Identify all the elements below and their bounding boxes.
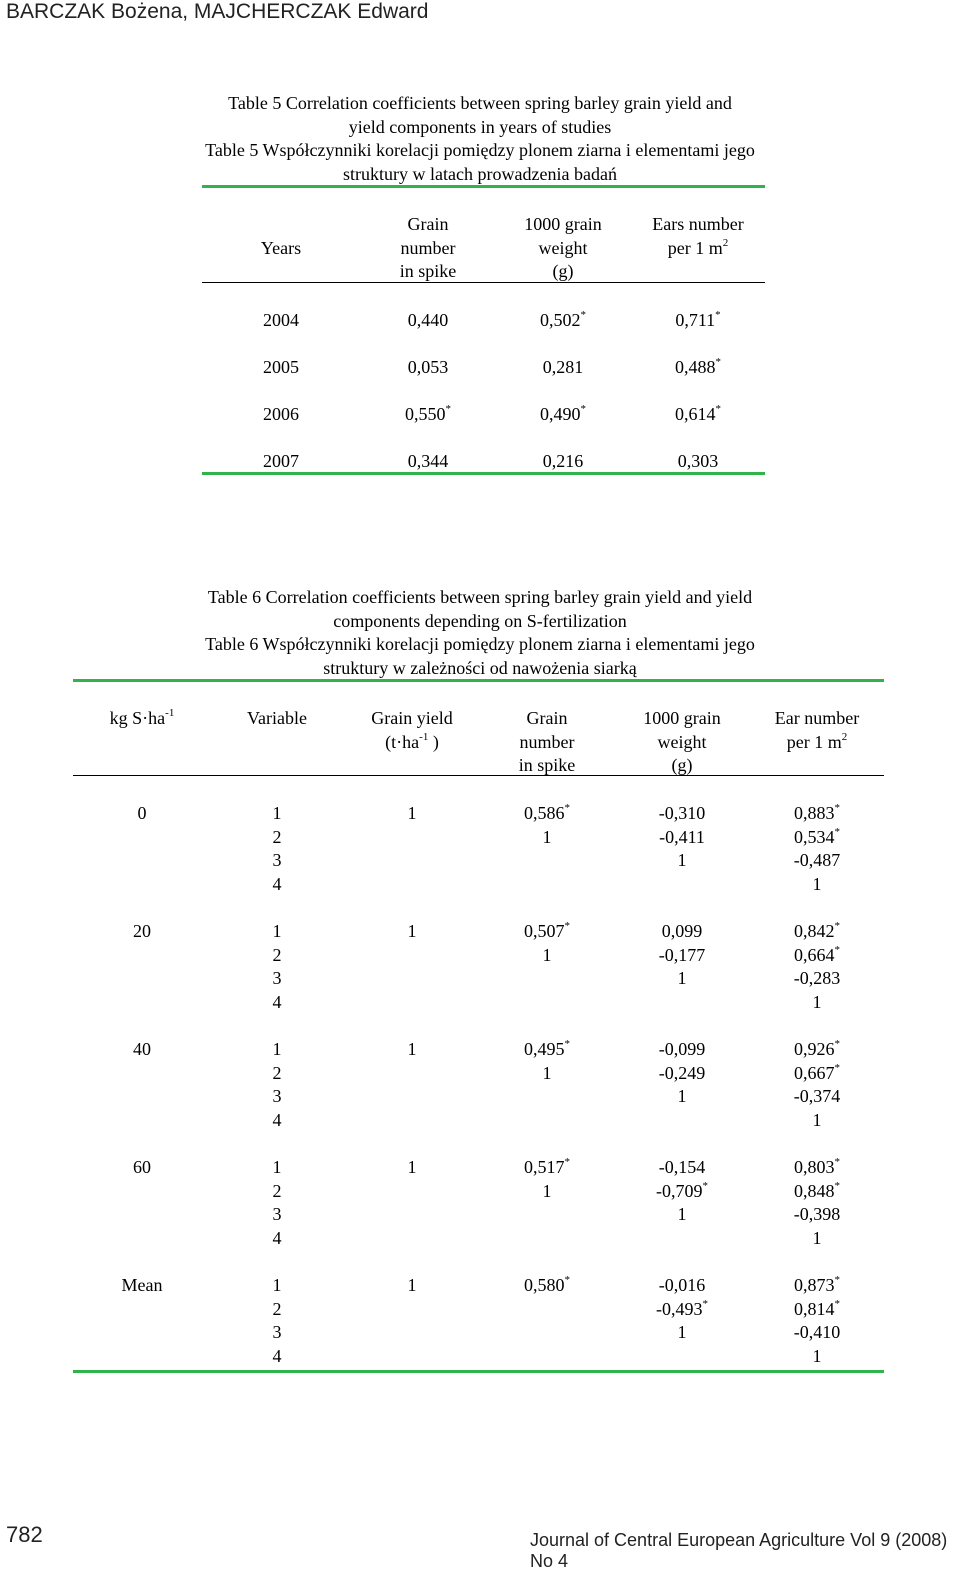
table-cell: 0,580* bbox=[524, 1274, 570, 1295]
table-cell: 1 bbox=[542, 1180, 552, 1201]
group-label: 60 bbox=[133, 1157, 151, 1177]
variable-number: 4 bbox=[272, 1227, 282, 1248]
table-cell: -0,411 bbox=[659, 826, 705, 847]
table-cell: 0,099 bbox=[661, 921, 703, 941]
table-cell: 0,614* bbox=[675, 403, 721, 424]
col-header-1000-grain-weight: weight bbox=[657, 731, 707, 752]
table5-top-rule bbox=[202, 185, 765, 188]
group-label: 40 bbox=[133, 1039, 151, 1059]
col-header-grain-yield: Grain yield bbox=[371, 708, 453, 728]
col-header-ear-number: Ear number bbox=[774, 708, 860, 728]
variable-number: 3 bbox=[272, 968, 282, 988]
table-cell: 0,440 bbox=[407, 310, 449, 330]
col-header-ear-number: per 1 $m^2$ bbox=[786, 730, 848, 752]
col-header-1000-grain-weight: weight bbox=[538, 237, 588, 258]
col-header-variable: Variable bbox=[247, 708, 307, 728]
table-cell: 1 bbox=[677, 1322, 687, 1342]
table6-bottom-rule bbox=[73, 1370, 884, 1373]
table-cell: -0,374 bbox=[793, 1086, 841, 1106]
table-cell: 0,848* bbox=[794, 1179, 840, 1201]
row-year: 2005 bbox=[263, 357, 299, 377]
col-header-grain-number: number bbox=[400, 237, 456, 258]
variable-number: 2 bbox=[272, 1298, 282, 1319]
variable-number: 3 bbox=[272, 850, 282, 870]
table6-top-rule bbox=[73, 679, 884, 682]
variable-number: 4 bbox=[272, 991, 282, 1012]
col-header-1000-grain-weight: 1000 grain bbox=[643, 708, 721, 728]
table-cell: 1 bbox=[677, 968, 687, 988]
variable-number: 4 bbox=[272, 1345, 282, 1366]
group-label: Mean bbox=[121, 1275, 163, 1295]
col-header-1000-grain-weight: (g) bbox=[552, 261, 574, 281]
table-cell: -0,709* bbox=[656, 1179, 708, 1201]
table-cell: 0,490* bbox=[540, 403, 586, 424]
caption-line: Table 6 Correlation coefficients between spring barley grain yield and yield bbox=[207, 587, 753, 607]
table-cell: -0,099 bbox=[658, 1039, 706, 1059]
col-header-grain-number: in spike bbox=[518, 755, 576, 775]
table-cell: -0,016 bbox=[658, 1275, 706, 1295]
variable-number: 2 bbox=[272, 826, 282, 847]
variable-number: 1 bbox=[272, 803, 282, 823]
col-header-grain-number: number bbox=[519, 731, 575, 752]
table-cell: -0,154 bbox=[658, 1157, 706, 1177]
table-cell: 1 bbox=[407, 803, 417, 823]
table-cell: 1 bbox=[677, 1204, 687, 1224]
table-cell: 0,711* bbox=[675, 309, 721, 330]
table-cell: 0,303 bbox=[677, 451, 719, 471]
table-cell: 1 bbox=[812, 873, 822, 894]
table-cell: 1 bbox=[677, 850, 687, 870]
caption-line: Table 5 Correlation coefficients between spring barley grain yield and bbox=[228, 93, 732, 113]
table-cell: -0,310 bbox=[658, 803, 706, 823]
table-cell: 1 bbox=[812, 1227, 822, 1248]
variable-number: 3 bbox=[272, 1204, 282, 1224]
table-cell: 0,883* bbox=[794, 802, 840, 823]
table-cell: 0,502* bbox=[540, 309, 586, 330]
table-cell: 0,586* bbox=[524, 802, 570, 823]
variable-number: 1 bbox=[272, 1039, 282, 1059]
col-header-1000-grain-weight: (g) bbox=[671, 755, 693, 775]
table-cell: 1 bbox=[407, 1275, 417, 1295]
variable-number: 1 bbox=[272, 1275, 282, 1295]
journal-footer: Journal of Central European Agriculture Vol 9 (2008) No 4 bbox=[530, 1530, 948, 1571]
col-header-1000-grain-weight: 1000 grain bbox=[524, 214, 602, 234]
table-cell: -0,249 bbox=[658, 1062, 706, 1083]
page-number: 782 bbox=[6, 1522, 43, 1547]
table5-header-rule bbox=[202, 282, 765, 283]
table-cell: -0,493* bbox=[656, 1297, 708, 1319]
table-cell: 0,842* bbox=[794, 920, 840, 941]
variable-number: 1 bbox=[272, 921, 282, 941]
table-cell: 1 bbox=[407, 1157, 417, 1177]
col-header-grain-yield-unit: ($t\cdot ha^{-1}$ ) bbox=[385, 730, 439, 752]
col-header-ears-number: Ears number bbox=[652, 214, 744, 234]
variable-number: 2 bbox=[272, 944, 282, 965]
table-cell: 1 bbox=[812, 991, 822, 1012]
table-cell: 0,053 bbox=[407, 357, 449, 377]
table-cell: -0,487 bbox=[793, 850, 841, 870]
row-year: 2004 bbox=[263, 310, 299, 330]
table-cell: 0,344 bbox=[407, 451, 449, 471]
table-cell: 1 bbox=[542, 826, 552, 847]
variable-number: 3 bbox=[272, 1322, 282, 1342]
table-cell: 0,488* bbox=[675, 356, 721, 377]
table-cell: 0,281 bbox=[542, 357, 584, 377]
table-cell: 0,550* bbox=[405, 403, 451, 424]
col-header-grain-number: in spike bbox=[399, 261, 457, 281]
table-cell: 0,667* bbox=[794, 1061, 840, 1083]
table5-caption bbox=[0, 92, 960, 186]
row-year: 2006 bbox=[263, 404, 299, 424]
variable-number: 4 bbox=[272, 1109, 282, 1130]
table-cell: 0,664* bbox=[794, 943, 840, 965]
table-cell: -0,410 bbox=[793, 1322, 841, 1342]
table-cell: 1 bbox=[677, 1086, 687, 1106]
table6-caption bbox=[0, 586, 960, 680]
col-header-grain-number: Grain bbox=[407, 214, 449, 234]
caption-line: Table 5 Współczynniki korelacji pomiędzy plonem ziarna i elementami jego bbox=[205, 140, 755, 160]
variable-number: 1 bbox=[272, 1157, 282, 1177]
table-cell: 1 bbox=[542, 944, 552, 965]
variable-number: 2 bbox=[272, 1180, 282, 1201]
table-cell: -0,177 bbox=[658, 944, 706, 965]
variable-number: 4 bbox=[272, 873, 282, 894]
group-label: 20 bbox=[133, 921, 151, 941]
group-label: 0 bbox=[137, 803, 147, 823]
col-header-grain-number: Grain bbox=[526, 708, 568, 728]
caption-line: struktury w zależności od nawożenia siarką bbox=[323, 657, 637, 678]
running-header: BARCZAK Bożena, MAJCHERCZAK Edward bbox=[6, 0, 429, 23]
table-cell: -0,283 bbox=[793, 968, 841, 988]
table-cell: 1 bbox=[542, 1062, 552, 1083]
table-cell: 0,814* bbox=[794, 1297, 840, 1319]
table-cell: 0,216 bbox=[542, 451, 584, 471]
table-cell: 1 bbox=[812, 1345, 822, 1366]
variable-number: 2 bbox=[272, 1062, 282, 1083]
table-cell: 0,517* bbox=[524, 1156, 570, 1177]
table-cell: -0,398 bbox=[793, 1204, 841, 1224]
table-cell: 1 bbox=[407, 1039, 417, 1059]
table-cell: 1 bbox=[812, 1109, 822, 1130]
table-cell: 0,495* bbox=[524, 1038, 570, 1059]
col-header-ears-number: per 1 $m^2$ bbox=[667, 236, 729, 258]
table-cell: 0,926* bbox=[794, 1038, 840, 1059]
table5-bottom-rule bbox=[202, 472, 765, 475]
table-cell: 0,873* bbox=[794, 1274, 840, 1295]
caption-line: Table 6 Współczynniki korelacji pomiędzy plonem ziarna i elementami jego bbox=[205, 634, 755, 654]
col-header-years: Years bbox=[260, 237, 302, 258]
table-cell: 0,507* bbox=[524, 920, 570, 941]
variable-number: 3 bbox=[272, 1086, 282, 1106]
table-cell: 0,803* bbox=[794, 1156, 840, 1177]
table-cell: 0,534* bbox=[794, 825, 840, 847]
col-header-kg-s-ha: kg $S\cdot ha^{-1}$ bbox=[109, 707, 175, 728]
caption-line: yield components in years of studies bbox=[348, 116, 612, 137]
row-year: 2007 bbox=[263, 451, 299, 471]
caption-line: components depending on S-fertilization bbox=[333, 610, 627, 631]
caption-line: struktury w latach prowadzenia badań bbox=[343, 163, 617, 184]
table6-header-rule bbox=[73, 775, 884, 776]
table-cell: 1 bbox=[407, 921, 417, 941]
